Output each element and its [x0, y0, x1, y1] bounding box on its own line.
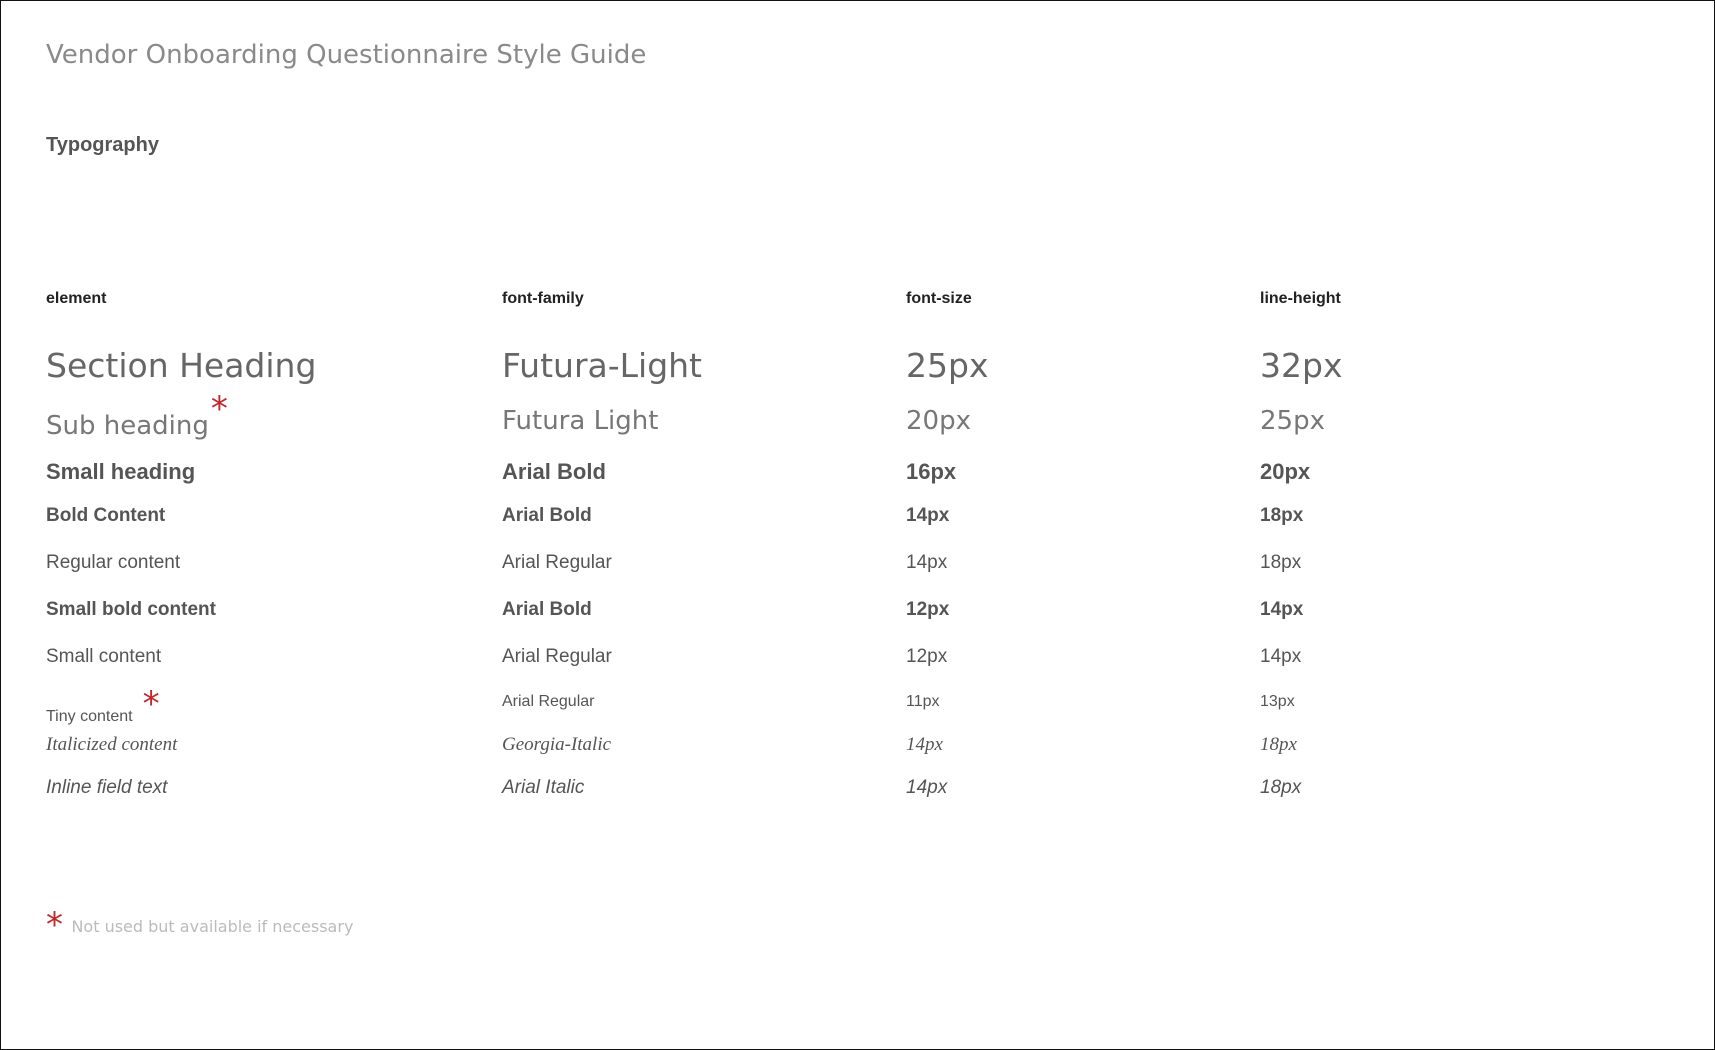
row-font-family: Futura Light: [502, 406, 659, 436]
row-font-size: 12px: [906, 646, 948, 667]
row-font-size: 14px: [906, 734, 943, 755]
page-title: Vendor Onboarding Questionnaire Style Guide: [46, 40, 647, 70]
row-font-size: 25px: [906, 346, 989, 385]
row-font-family: Georgia-Italic: [502, 734, 612, 755]
column-header-element: element: [46, 290, 107, 307]
row-line-height: 25px: [1260, 406, 1325, 436]
row-line-height: 18px: [1260, 777, 1302, 798]
row-font-size: 14px: [906, 552, 948, 573]
row-element: Inline field text: [46, 777, 168, 798]
asterisk-icon: *: [142, 684, 160, 724]
row-font-size: 14px: [906, 505, 950, 526]
row-font-family: Futura-Light: [502, 346, 702, 385]
row-element: Section Heading: [46, 346, 317, 385]
row-font-size: 12px: [906, 599, 950, 620]
row-font-size: 16px: [906, 459, 957, 484]
row-line-height: 20px: [1260, 459, 1311, 484]
row-element: Small bold content: [46, 599, 216, 620]
row-font-family: Arial Bold: [502, 505, 592, 526]
footnote-text: Not used but available if necessary: [71, 917, 354, 936]
row-element: Small heading: [46, 459, 196, 484]
row-font-family: Arial Bold: [502, 459, 606, 484]
row-font-family: Arial Regular: [502, 693, 595, 710]
row-line-height: 18px: [1260, 734, 1297, 755]
row-font-family: Arial Italic: [502, 777, 585, 798]
row-element: Regular content: [46, 552, 181, 573]
column-header-font-size: font-size: [906, 290, 972, 307]
footnote: [46, 904, 354, 945]
row-element: Italicized content: [46, 734, 178, 755]
row-line-height: 14px: [1260, 646, 1302, 667]
row-line-height: 13px: [1260, 693, 1295, 710]
row-font-size: 14px: [906, 777, 948, 798]
row-line-height: 14px: [1260, 599, 1304, 620]
row-element: [46, 684, 160, 727]
row-element-label: Sub heading: [46, 411, 209, 441]
row-line-height: 18px: [1260, 505, 1304, 526]
column-header-line-height: line-height: [1260, 290, 1341, 307]
row-element: Small content: [46, 646, 162, 667]
row-line-height: 32px: [1260, 346, 1343, 385]
section-label-typography: Typography: [46, 134, 159, 156]
row-font-family: Arial Regular: [502, 646, 612, 667]
row-line-height: 18px: [1260, 552, 1302, 573]
column-header-font-family: font-family: [502, 290, 584, 307]
asterisk-icon: *: [210, 389, 228, 429]
row-element: Bold Content: [46, 505, 166, 526]
asterisk-icon: *: [46, 905, 63, 945]
row-font-family: Arial Bold: [502, 599, 592, 620]
row-element-label: Tiny content: [46, 708, 133, 725]
row-element: [46, 389, 228, 441]
row-font-size: 20px: [906, 406, 971, 436]
row-font-family: Arial Regular: [502, 552, 612, 573]
row-font-size: 11px: [906, 693, 940, 710]
